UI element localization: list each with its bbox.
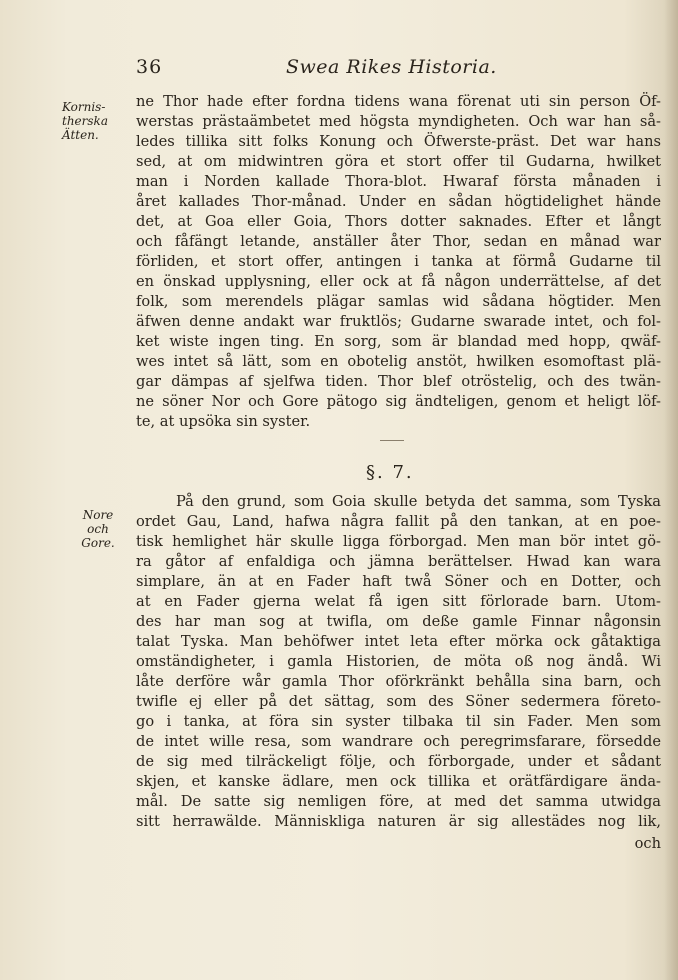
margin-note-line: Ätten. xyxy=(62,128,99,142)
text-line: äfwen denne andakt war fruktlös; Gudarne swarade intet, och fol- xyxy=(136,313,661,330)
text-line: låte derföre wår gamla Thor oförkränkt behålla sina barn, och xyxy=(136,673,661,690)
text-line: go i tanka, at föra sin syster tilbaka til sin Fader. Men som xyxy=(136,713,661,730)
text-line: sitt herrawälde. Människliga naturen är sig allestädes nog lik, xyxy=(136,813,661,830)
text-line: sed, at om midwintren göra et stort offer til Gudarna, hwilket xyxy=(136,153,661,170)
text-line: werstas prästaämbetet med högsta myndigheten. Och war han så- xyxy=(136,113,661,130)
text-line: det, at Goa eller Goia, Thors dotter saknades. Efter et långt xyxy=(136,213,661,230)
page-edge-shadow xyxy=(664,0,678,980)
section-divider xyxy=(380,440,404,441)
margin-note-korniska xyxy=(62,100,124,142)
text-line: at en Fader gjerna welat få igen sitt förlorade barn. Utom- xyxy=(136,593,661,610)
text-line: en önskad upplysning, eller ock at få någon underrättelse, af det xyxy=(136,273,661,290)
text-line: talat Tyska. Man behöfwer intet leta efter mörka ock gåtaktiga xyxy=(136,633,661,650)
margin-note-line: Gore. xyxy=(81,536,115,550)
text-line: de sig med tilräckeligt följe, och förborgade, under et sådant xyxy=(136,753,661,770)
text-line: te, at upsöka sin syster. xyxy=(136,413,311,430)
text-line: wes intet så lätt, som en obotelig anstöt, hwilken esomoftast plä- xyxy=(136,353,661,370)
margin-note-line: och xyxy=(87,522,109,536)
text-line: ordet Gau, Land, hafwa några fallit på den tankan, at en poe- xyxy=(136,513,661,530)
text-line: man i Norden kallade Thora-blot. Hwaraf första månaden i xyxy=(136,173,661,190)
margin-note-line: therska xyxy=(62,114,108,128)
text-line: simplare, än at en Fader haft twå Söner och en Dotter, och xyxy=(136,573,661,590)
text-line: året kallades Thor-månad. Under en sådan högtidelighet hände xyxy=(136,193,661,210)
text-line: ra gåtor af enfaldiga och jämna berättelser. Hwad kan wara xyxy=(136,553,661,570)
text-line: ledes tillika sitt folks Konung och Öfwerste-präst. Det war hans xyxy=(136,133,661,150)
text-line: omständigheter, i gamla Historien, de möta oß nog ändå. Wi xyxy=(136,653,661,670)
page-number: 36 xyxy=(136,56,163,78)
section-heading: §. 7. xyxy=(366,462,414,483)
text-line: mål. De satte sig nemligen före, at med det samma utwidga xyxy=(136,793,661,810)
text-line: ket wiste ingen ting. En sorg, som är blandad med hopp, qwäf- xyxy=(136,333,661,350)
running-title: Swea Rikes Historia. xyxy=(286,56,497,78)
text-line: och fåfängt letande, anställer åter Thor, sedan en månad war xyxy=(136,233,661,250)
catchword: och xyxy=(634,835,661,852)
text-line: twifle ej eller på det sättag, som des Söner sedermera företo- xyxy=(136,693,661,710)
text-line: gar dämpas af sjelfwa tiden. Thor blef otröstelig, och des twän- xyxy=(136,373,661,390)
margin-note-nore-gore xyxy=(70,508,126,550)
text-line: ne Thor hade efter fordna tidens wana förenat uti sin person Öf- xyxy=(136,93,661,110)
text-line: folk, som merendels plägar samlas wid sådana högtider. Men xyxy=(136,293,661,310)
text-line: På den grund, som Goia skulle betyda det samma, som Tyska xyxy=(176,493,661,510)
text-line: de intet wille resa, som wandrare och peregrimsfarare, försedde xyxy=(136,733,661,750)
text-line: förliden, et stort offer, antingen i tanka at förmå Gudarne til xyxy=(136,253,661,270)
text-line: skjen, et kanske ädlare, men ock tillika et orätfärdigare ända- xyxy=(136,773,661,790)
text-line: tisk hemlighet här skulle ligga förborgad. Men man bör intet gö- xyxy=(136,533,661,550)
margin-note-line: Kornis- xyxy=(62,100,106,114)
page-header xyxy=(136,56,516,82)
text-line: des har man sog at twifla, om deße gamle Finnar någonsin xyxy=(136,613,661,630)
margin-note-line: Nore xyxy=(82,508,114,522)
text-line: ne söner Nor och Gore pätogo sig ändteligen, genom et heligt löf- xyxy=(136,393,661,410)
